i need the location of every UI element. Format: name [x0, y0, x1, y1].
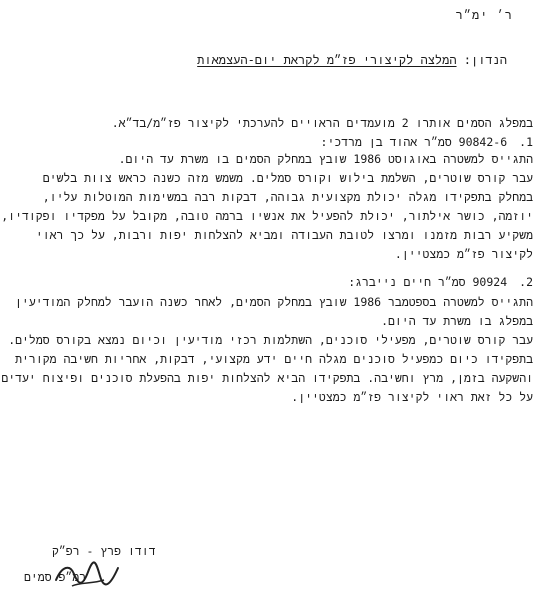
- item-1-line-6: לקיצור פז״מ כמצטיין.: [394, 247, 533, 261]
- item-1-number: 1.: [519, 135, 533, 149]
- subject-label: הנדון:: [463, 53, 507, 67]
- item-1-heading-line: [321, 135, 533, 149]
- item-2-line-4: בתפקידו כיום כמפעיל סוכנים מגלה חיים ידע מקצועי, דבקות, אחריות חשיבה מקורית: [15, 352, 533, 366]
- item-1-heading: 90842-6 סמ״ר אהוד בן מרדכי:: [320, 135, 508, 149]
- item-1-line-1: התגייס למשטרה באוגוסט 1986 שובץ במחלק הסמים בו משרת עד היום.: [118, 152, 533, 166]
- item-2-heading-line: [348, 275, 533, 289]
- item-1-line-2: עבר קורס שוטרים, השלמת בילוש וקורס סמלים. משמש מזה כשנה כראש צוות בלשים: [42, 171, 533, 185]
- item-2-line-5: והשקעה בזמן, מרץ וחשיבה. בתפקידו הביא להצלחות יפות בהפעלת סוכנים ופיצוח יעדים: [1, 371, 533, 385]
- document-date: ר׳ ימ״ר: [455, 8, 513, 22]
- item-2-line-3: עבר קורס שוטרים, מפעילי סוכנים, השתלמות רכזי מודיעין וכיום נמצא בקורס סמלים.: [8, 333, 533, 347]
- item-1-line-4: יוזמה, כושר אילתור, יכולת להפעיל את אנשיו ברמה טובה, מקובל על מפקדיו ופקודיו,: [1, 209, 533, 223]
- item-2-line-1: התגייס למשטרה בספטמבר 1986 שובץ במחלק הסמים, לאחר כשנה הועבר למחלק המודיעין: [15, 295, 533, 309]
- item-1-line-5: משקיע רבות מזמנו ומרצו לטובת העבודה ומביא להצלחות יפות ורבות, על כך ראוי: [35, 228, 533, 242]
- intro-paragraph: במפלג הסמים אותרו 2 מועמדים הראויים להערכתי לקיצור פז״מ/בד״א.: [111, 116, 533, 130]
- item-2-line-6: על כל זאת ראוי לקיצור פז״מ כמצטיין.: [291, 390, 533, 404]
- item-2-line-2: במפלג בו משרת עד היום.: [381, 314, 533, 328]
- item-2-number: 2.: [519, 275, 533, 289]
- item-1-line-3: במחלק בתפקידו מגלה יכולת מקצועית גבוהה, דבקות רבה במשימות המוטלות עליו,: [42, 190, 533, 204]
- subject-text: המלצה לקיצורי פז״מ לקראת יום-העצמאות: [197, 53, 457, 67]
- signer-title: רמ״פ סמים: [24, 570, 87, 584]
- signature-block: [0, 530, 545, 600]
- signer-name: דודו פרץ - רפ״ק: [52, 544, 156, 558]
- subject-line: [197, 53, 507, 67]
- item-2-heading: 90924 סמ״ר חיים נייברג:: [348, 275, 508, 289]
